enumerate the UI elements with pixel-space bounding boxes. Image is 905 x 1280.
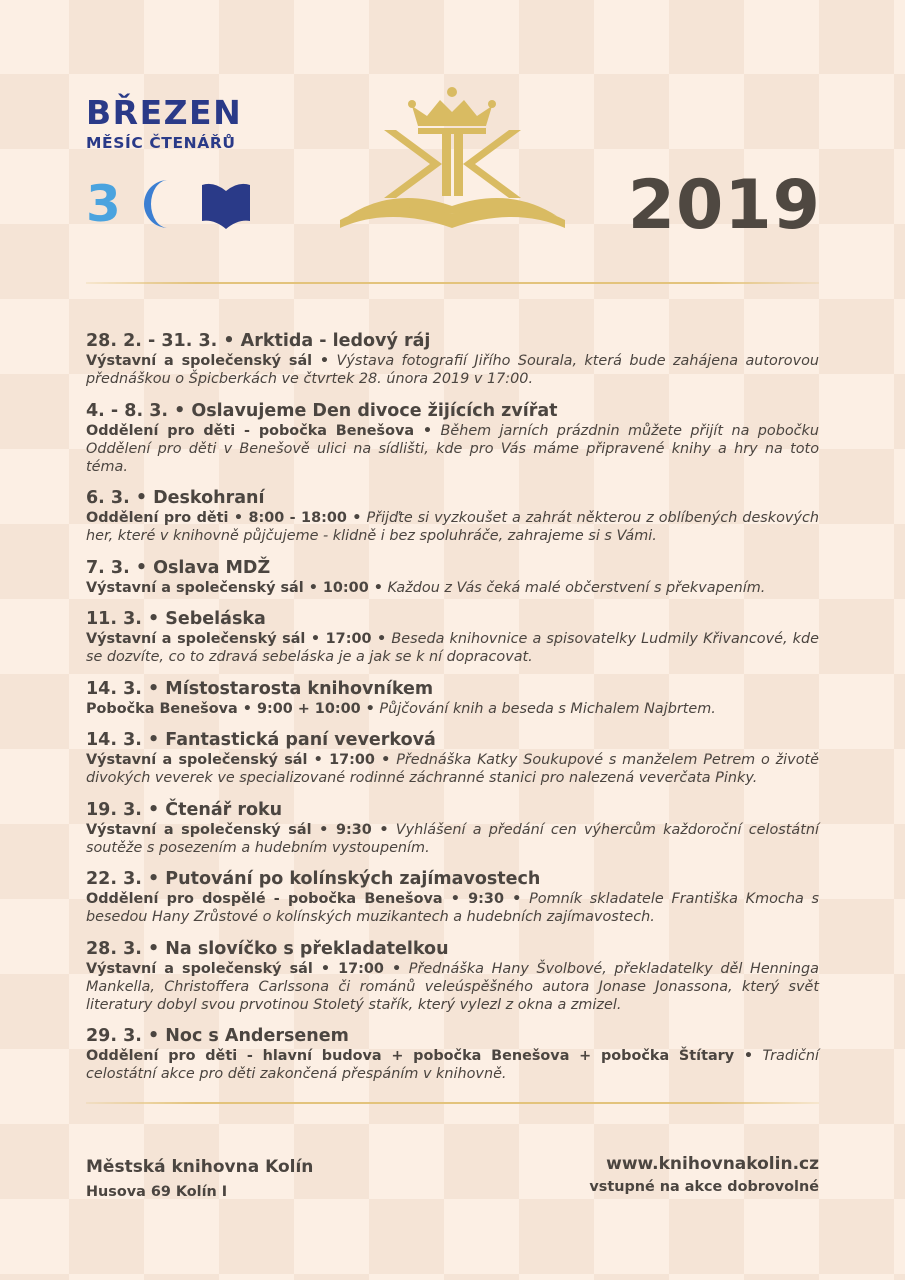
event-note: Každou z Vás čeká malé občerstvení s překvapením. [387, 579, 766, 596]
event-note: Přednáška Katky Soukupové s manželem Petrem o životě divokých veverek ve specializované rodinné záchranné stanici pro nalezená veverčata Pinky. [86, 752, 819, 786]
brand-icons [86, 175, 256, 235]
book-icon [200, 179, 252, 231]
event-title: 11. 3. • Sebeláska [86, 609, 266, 629]
footer-address-block [86, 1156, 313, 1202]
event-title: 14. 3. • Fantastická paní veverková [86, 730, 436, 750]
event-item [86, 800, 819, 857]
divider-top [86, 282, 819, 284]
event-title: 14. 3. • Místostarosta knihovníkem [86, 678, 434, 699]
event-title: 7. 3. • Oslava MDŽ [86, 557, 271, 578]
event-title: 4. - 8. 3. • Oslavujeme Den divoce žijících zvířat [86, 400, 558, 421]
event-place: Oddělení pro děti - pobočka Benešova • [86, 422, 433, 439]
library-name: Městská knihovna Kolín [86, 1157, 314, 1177]
event-description [86, 422, 819, 476]
event-place: Pobočka Benešova • 9:00 + 10:00 • [86, 700, 375, 717]
event-place: Oddělení pro dospělé - pobočka Benešova • 9:30 • [86, 891, 522, 907]
crown-book-logo [330, 82, 575, 232]
event-description [86, 700, 819, 718]
page-header [0, 0, 905, 290]
divider-bottom [86, 1102, 819, 1104]
event-note: Beseda knihovnice a spisovatelky Ludmily Křivancové, kde se dozvíte, co to zdravá sebeláska je a jak se k ní dopracovat. [86, 631, 820, 665]
brand-title: BŘEZEN [86, 93, 243, 132]
event-list [86, 331, 819, 1096]
brand-block [86, 93, 266, 233]
event-note: Vyhlášení a předání cen výhercům každoroční celostátní soutěže s posezením a hudebním vystoupením. [86, 821, 819, 856]
event-item [86, 730, 819, 787]
event-note: Během jarních prázdnin můžete přijít na pobočku Oddělení pro děti v Benešově ulici na sídlišti, kde pro Vás máme připravené knihy a hry na toto téma. [86, 422, 819, 475]
event-place: Oddělení pro děti • 8:00 - 18:00 • [86, 510, 362, 526]
event-item [86, 488, 819, 545]
event-title: 28. 3. • Na slovíčko s překladatelkou [86, 938, 449, 959]
event-place: Výstavní a společenský sál • [86, 353, 330, 369]
event-item [86, 609, 819, 666]
event-description [86, 509, 819, 545]
brand-subtitle: MĚSÍC ČTENÁŘŮ [86, 134, 236, 152]
number-three: 3 [86, 175, 121, 233]
event-place: Oddělení pro děti - hlavní budova + pobočka Benešova + pobočka Štítary • [86, 1048, 754, 1064]
event-description [86, 352, 819, 388]
event-note: Přijďte si vyzkoušet a zahrát některou z oblíbených deskových her, které v knihovně půjčujeme - klidně i bez spoluhráče, zahrajeme si s Vámi. [86, 510, 820, 544]
event-description [86, 751, 819, 787]
year: 2019 [627, 166, 821, 245]
footer-web-block [589, 1153, 819, 1197]
event-title: 28. 2. - 31. 3. • Arktida - ledový ráj [86, 331, 431, 351]
event-place: Výstavní a společenský sál • 17:00 • [86, 631, 387, 647]
moon-icon [138, 178, 184, 230]
event-item [86, 869, 819, 926]
event-item [86, 939, 819, 1014]
event-description [86, 1047, 819, 1083]
event-note: Přednáška Hany Švolbové, překladatelky děl Henninga Mankella, Christoffera Carlssona či románů veleúspěšného autora Jonase Jonassona, který svět literatury dobyl svou prvotinou Stoletý stařík, který vylezl z okna a zmizel. [86, 960, 819, 1013]
event-title: 22. 3. • Putování po kolínských zajímavostech [86, 869, 541, 889]
event-note: Výstava fotografií Jiřího Sourala, která bude zahájena autorovou přednáškou o Špicberkách ve čtvrtek 28. února 2019 v 17:00. [86, 353, 820, 387]
event-item [86, 401, 819, 476]
event-title: 6. 3. • Deskohraní [86, 488, 265, 508]
library-address: Husova 69 Kolín I [86, 1184, 228, 1200]
event-place: Výstavní a společenský sál • 10:00 • [86, 579, 383, 596]
entry-note: vstupné na akce dobrovolné [589, 1179, 819, 1195]
event-title: 29. 3. • Noc s Andersenem [86, 1026, 349, 1046]
event-note: Pomník skladatele Františka Kmocha s besedou Hany Zrůstové o kolínských muzikantech a hudebních zajímavostech. [86, 891, 820, 925]
event-place: Výstavní a společenský sál • 17:00 • [86, 752, 391, 768]
event-item [86, 679, 819, 718]
event-place: Výstavní a společenský sál • 9:30 • [86, 821, 389, 838]
event-item [86, 1026, 819, 1083]
event-note: Tradiční celostátní akce pro děti zakončená přespáním v knihovně. [86, 1048, 820, 1082]
event-item [86, 331, 819, 388]
event-place: Výstavní a společenský sál • 17:00 • [86, 960, 402, 977]
event-description [86, 579, 819, 597]
event-note: Půjčování knih a beseda s Michalem Najbrtem. [379, 700, 716, 717]
event-description [86, 890, 819, 926]
event-description [86, 960, 819, 1014]
website-link[interactable]: www.knihovnakolin.cz [606, 1154, 819, 1174]
event-description [86, 821, 819, 857]
event-item [86, 558, 819, 597]
event-description [86, 630, 819, 666]
event-title: 19. 3. • Čtenář roku [86, 799, 283, 820]
